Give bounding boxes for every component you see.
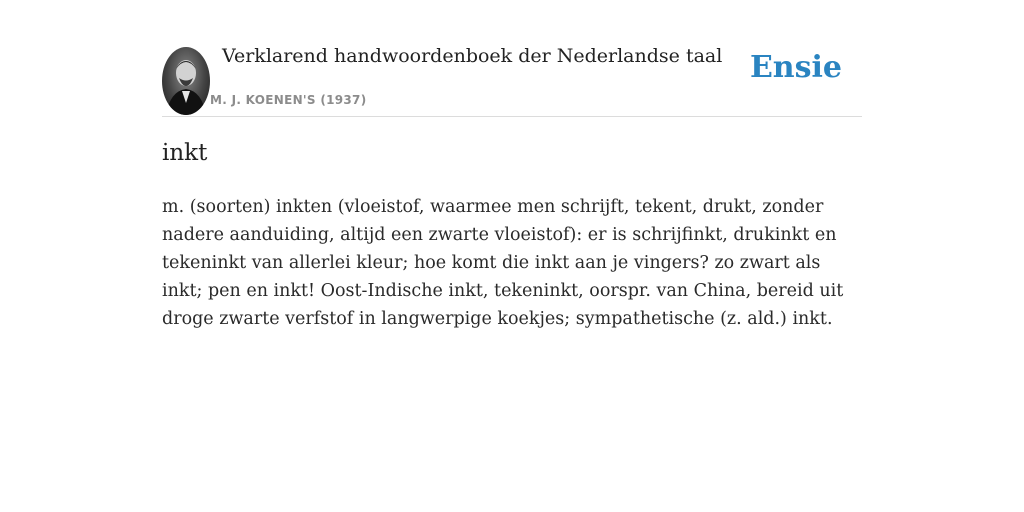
- portrait-illustration: [162, 47, 210, 115]
- site-header: [162, 0, 862, 117]
- dictionary-title-link[interactable]: Verklarend handwoordenboek der Nederlandse taal: [222, 45, 723, 67]
- page: [162, 0, 862, 329]
- ensie-logo-link[interactable]: Ensie: [749, 50, 842, 85]
- author-portrait: [162, 47, 210, 115]
- entry-definition: m. (soorten) inkten (vloeistof, waarmee men schrijft, tekent, drukt, zonder nadere aanduiding, altijd een zwarte vloeistof): er is schrijfinkt, drukinkt en tekeninkt van allerlei kleur; hoe komt die inkt aan je vingers? zo zwart als inkt; pen en inkt! Oost-Indische inkt, tekeninkt, oorspr. van China, bereid uit droge zwarte verfstof in langwerpige koekjes; sympathetische (z. ald.) inkt.: [162, 197, 844, 329]
- entry-headword: inkt: [162, 140, 208, 166]
- dictionary-subtitle: M. J. KOENEN'S (1937): [210, 93, 367, 107]
